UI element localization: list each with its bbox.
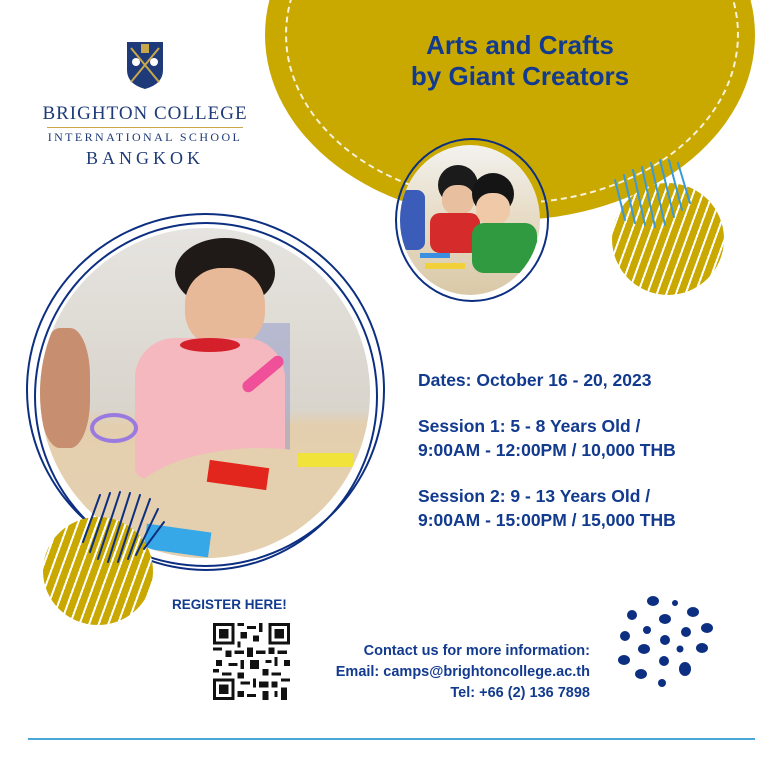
navy-lines-decoration-left — [78, 487, 168, 577]
logo-line-3: BANGKOK — [86, 148, 204, 168]
dates-text: Dates: October 16 - 20, 2023 — [418, 370, 652, 390]
photo-boys-crafting — [400, 145, 540, 295]
session-2-line-2: 9:00AM - 15:00PM / 15,000 THB — [418, 510, 676, 530]
title-line-2: by Giant Creators — [410, 61, 630, 91]
school-crest-icon — [125, 40, 165, 90]
logo-line-2: INTERNATIONAL SCHOOL — [47, 130, 243, 144]
logo-divider — [47, 127, 243, 128]
camp-details — [418, 368, 676, 532]
session-1-line-2: 9:00AM - 12:00PM / 10,000 THB — [418, 440, 676, 460]
contact-email[interactable]: Email: camps@brightoncollege.ac.th — [335, 664, 590, 680]
session-2-line-1: Session 2: 9 - 13 Years Old / — [418, 486, 651, 506]
blue-lines-decoration-right — [610, 155, 700, 245]
bottom-divider — [28, 738, 755, 740]
title-line-1: Arts and Crafts — [426, 30, 614, 60]
contact-heading: Contact us for more information: — [363, 643, 590, 659]
contact-phone[interactable]: Tel: +66 (2) 136 7898 — [450, 685, 590, 701]
school-logo — [30, 40, 260, 168]
logo-line-1: BRIGHTON COLLEGE — [42, 103, 248, 124]
dots-decoration — [605, 585, 715, 690]
register-label: REGISTER HERE! — [172, 597, 287, 612]
page-title — [370, 30, 670, 92]
session-1-line-1: Session 1: 5 - 8 Years Old / — [418, 416, 641, 436]
qr-code-icon[interactable] — [213, 623, 290, 700]
contact-info — [300, 641, 590, 704]
